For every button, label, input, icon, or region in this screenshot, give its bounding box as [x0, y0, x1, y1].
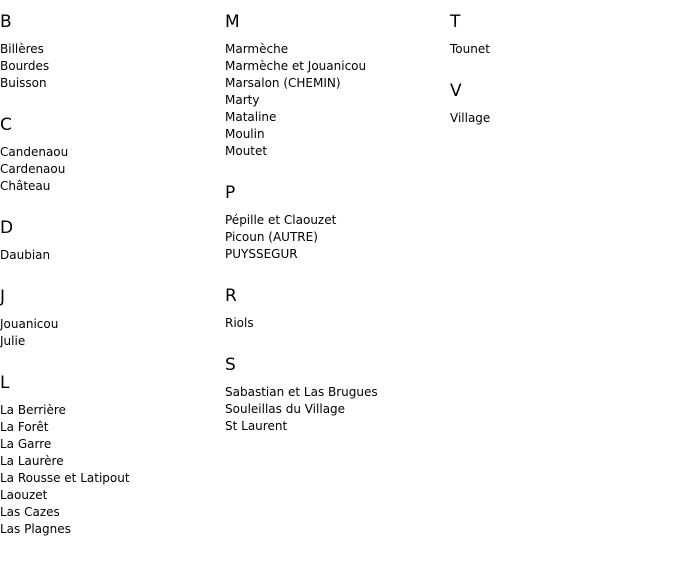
entry-list	[225, 212, 445, 263]
street-entry[interactable]: La Garre	[0, 437, 52, 451]
group-letter-heading: S	[225, 355, 236, 375]
entry-list	[225, 384, 445, 435]
street-entry[interactable]: Pépille et Claouzet	[225, 213, 337, 227]
street-entry[interactable]: Buisson	[0, 76, 47, 90]
street-entry[interactable]: Moutet	[225, 144, 268, 158]
group-letter-heading: V	[450, 81, 462, 101]
street-entry[interactable]: Marmèche et Jouanicou	[225, 59, 367, 73]
street-entry[interactable]: La Forêt	[0, 420, 49, 434]
letter-group	[225, 354, 445, 435]
index-column	[0, 11, 220, 560]
street-entry[interactable]: La Berrière	[0, 403, 66, 417]
street-entry[interactable]: Las Cazes	[0, 505, 60, 519]
letter-group	[225, 11, 445, 160]
entry-list	[0, 41, 220, 92]
street-entry[interactable]: Marmèche	[225, 42, 289, 56]
entry-list	[450, 41, 670, 58]
entry-list	[450, 110, 670, 127]
street-entry[interactable]: Jouanicou	[0, 317, 59, 331]
letter-group	[225, 285, 445, 332]
group-letter-heading: J	[0, 287, 6, 307]
group-letter-heading: R	[225, 286, 237, 306]
street-entry[interactable]: Julie	[0, 334, 26, 348]
group-letter-heading: B	[0, 12, 12, 32]
letter-group	[450, 11, 670, 58]
letter-group	[0, 286, 220, 350]
letter-group	[0, 114, 220, 195]
letter-group	[0, 217, 220, 264]
street-entry[interactable]: Candenaou	[0, 145, 69, 159]
entry-list	[225, 315, 445, 332]
group-letter-heading: P	[225, 183, 236, 203]
entry-list	[0, 144, 220, 195]
group-letter-heading: T	[450, 12, 461, 32]
group-letter-heading: D	[0, 218, 14, 238]
street-entry[interactable]: Daubian	[0, 248, 51, 262]
street-entry[interactable]: Moulin	[225, 127, 265, 141]
street-entry[interactable]: St Laurent	[225, 419, 288, 433]
street-entry[interactable]: Village	[450, 111, 491, 125]
street-entry[interactable]: Château	[0, 179, 51, 193]
letter-group	[450, 80, 670, 127]
street-entry[interactable]: Picoun (AUTRE)	[225, 230, 318, 244]
street-entry[interactable]: Sabastian et Las Brugues	[225, 385, 378, 399]
group-letter-heading: M	[225, 12, 240, 32]
street-entry[interactable]: Laouzet	[0, 488, 48, 502]
index-column	[450, 11, 670, 149]
index-column	[225, 11, 445, 457]
street-entry[interactable]: La Rousse et Latipout	[0, 471, 130, 485]
street-entry[interactable]: Riols	[225, 316, 254, 330]
street-entry[interactable]: Bourdes	[0, 59, 50, 73]
group-letter-heading: C	[0, 115, 12, 135]
letter-group	[0, 372, 220, 538]
street-entry[interactable]: Tounet	[450, 42, 490, 56]
street-entry[interactable]: Las Plagnes	[0, 522, 71, 536]
street-entry[interactable]: Souleillas du Village	[225, 402, 346, 416]
letter-group	[0, 11, 220, 92]
street-entry[interactable]: Cardenaou	[0, 162, 66, 176]
street-entry[interactable]: Billères	[0, 42, 44, 56]
entry-list	[0, 316, 220, 350]
group-letter-heading: L	[0, 373, 10, 393]
entry-list	[0, 247, 220, 264]
entry-list	[225, 41, 445, 160]
street-entry[interactable]: Marty	[225, 93, 260, 107]
street-entry[interactable]: La Laurère	[0, 454, 64, 468]
street-entry[interactable]: Marsalon (CHEMIN)	[225, 76, 341, 90]
street-entry[interactable]: Mataline	[225, 110, 277, 124]
entry-list	[0, 402, 220, 538]
letter-group	[225, 182, 445, 263]
street-entry[interactable]: PUYSSEGUR	[225, 247, 298, 261]
